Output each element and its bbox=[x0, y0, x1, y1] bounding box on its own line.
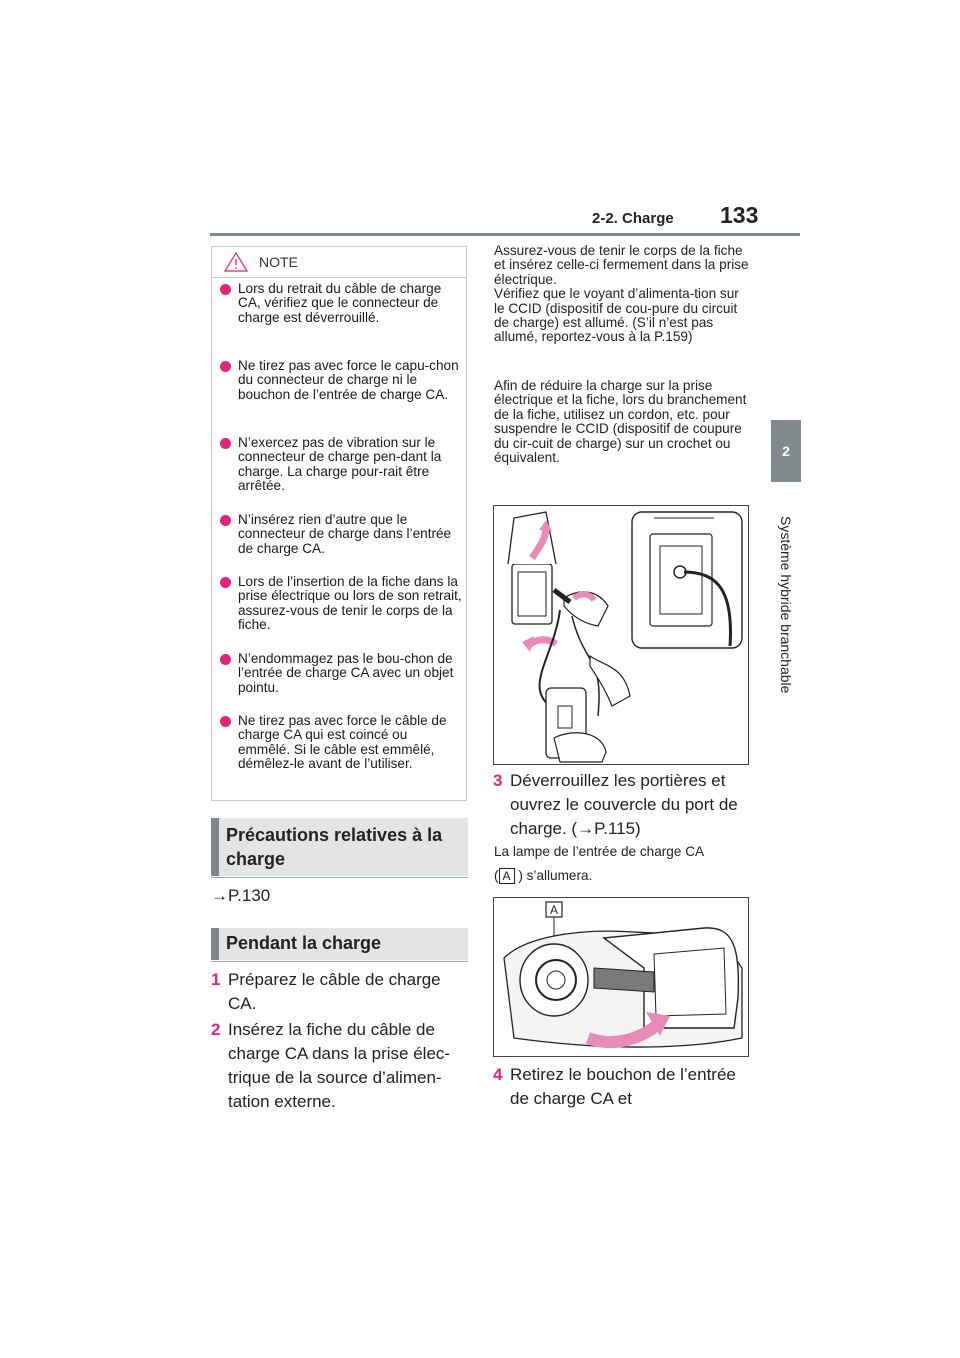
header-rule bbox=[210, 233, 800, 236]
bullet-icon bbox=[220, 284, 231, 295]
step-number: 1 bbox=[211, 970, 221, 989]
section-header-pendant: Pendant la charge bbox=[211, 928, 468, 960]
step-number: 2 bbox=[211, 1020, 221, 1039]
instruction-text-1: Assurez-vous de tenir le corps de la fiche et insérez celle-ci fermement dans la prise électrique. Vérifiez que le voyant d’alimenta-tion sur le CCID (dispositif de cou-pure du circuit de charge) est allumé. (S’il n’est pas allumé, reportez-vous à la P.159) bbox=[494, 243, 749, 345]
step-text: Insérez la fiche du câble de charge CA dans la prise élec-trique de la source d’alimen-tation externe. bbox=[228, 1020, 451, 1111]
step-number: 3 bbox=[493, 771, 503, 790]
callout-a: A bbox=[549, 903, 559, 917]
step-text: Retirez le bouchon de l’entrée de charge CA et bbox=[510, 1065, 736, 1108]
chapter-tab: 2 bbox=[771, 420, 801, 482]
step-3 bbox=[493, 769, 755, 841]
instruction-text-2: Afin de réduire la charge sur la prise électrique et la fiche, lors du branchement de la fiche, utilisez un cordon, etc. pour suspendre le CCID (dispositif de coupure du cir-cuit de charge) sur un crochet ou équivalent. bbox=[494, 378, 747, 466]
step-4 bbox=[493, 1063, 755, 1111]
step-text: Préparez le câble de charge CA. bbox=[228, 970, 441, 1013]
lamp-note: La lampe de l’entrée de charge CA ( A ) s’allumera. bbox=[494, 844, 705, 884]
note-item: N’exercez pas de vibration sur le connecteur de charge pen-dant la charge. La charge pour-rait être arrêtée. bbox=[220, 436, 462, 494]
step-1 bbox=[211, 968, 466, 1016]
step-2 bbox=[211, 1018, 466, 1114]
note-header bbox=[212, 247, 466, 278]
bullet-icon bbox=[220, 361, 231, 372]
page-reference: →P.130 bbox=[211, 886, 271, 905]
section-header-precautions: Précautions relatives à la charge bbox=[211, 818, 468, 876]
bullet-icon bbox=[220, 654, 231, 665]
note-item: Lors du retrait du câble de charge CA, vérifiez que le connecteur de charge est déverrouillé. bbox=[220, 282, 462, 325]
bullet-icon bbox=[220, 515, 231, 526]
illustration-charge-port bbox=[493, 897, 749, 1057]
note-item: Ne tirez pas avec force le capu-chon du connecteur de charge ni le bouchon de l’entrée de charge CA. bbox=[220, 359, 462, 402]
note-title: NOTE bbox=[259, 254, 298, 270]
bullet-icon bbox=[220, 716, 231, 727]
chapter-label bbox=[771, 492, 801, 717]
bullet-icon bbox=[220, 577, 231, 588]
note-item: N’insérez rien d’autre que le connecteur de charge dans l’entrée de charge CA. bbox=[220, 513, 462, 556]
page-number: 133 bbox=[720, 202, 759, 228]
note-item: Lors de l’insertion de la fiche dans la prise électrique ou lors de son retrait, assurez-vous de tenir le corps de la fiche. bbox=[220, 575, 462, 633]
step-text: Déverrouillez les portières et ouvrez le couvercle du port de charge. (→P.115) bbox=[510, 771, 738, 838]
note-item: N’endommagez pas le bou-chon de l’entrée de charge CA avec un objet pointu. bbox=[220, 652, 462, 695]
note-item: Ne tirez pas avec force le câble de charge CA qui est coincé ou emmêlé. Si le câble est emmêlé, démêlez-le avant de l’utiliser. bbox=[220, 714, 462, 772]
charge-port-drawing bbox=[494, 898, 748, 1056]
step-number: 4 bbox=[493, 1065, 503, 1084]
chapter-label-text: Système hybride branchable bbox=[778, 515, 794, 694]
illustration-plug-insertion bbox=[493, 505, 749, 765]
note-box bbox=[211, 246, 467, 801]
warning-icon bbox=[224, 252, 248, 272]
section-title: 2-2. Charge bbox=[592, 210, 674, 227]
callout-a-label: A bbox=[499, 868, 515, 884]
plug-insertion-drawing bbox=[494, 506, 748, 764]
bullet-icon bbox=[220, 438, 231, 449]
